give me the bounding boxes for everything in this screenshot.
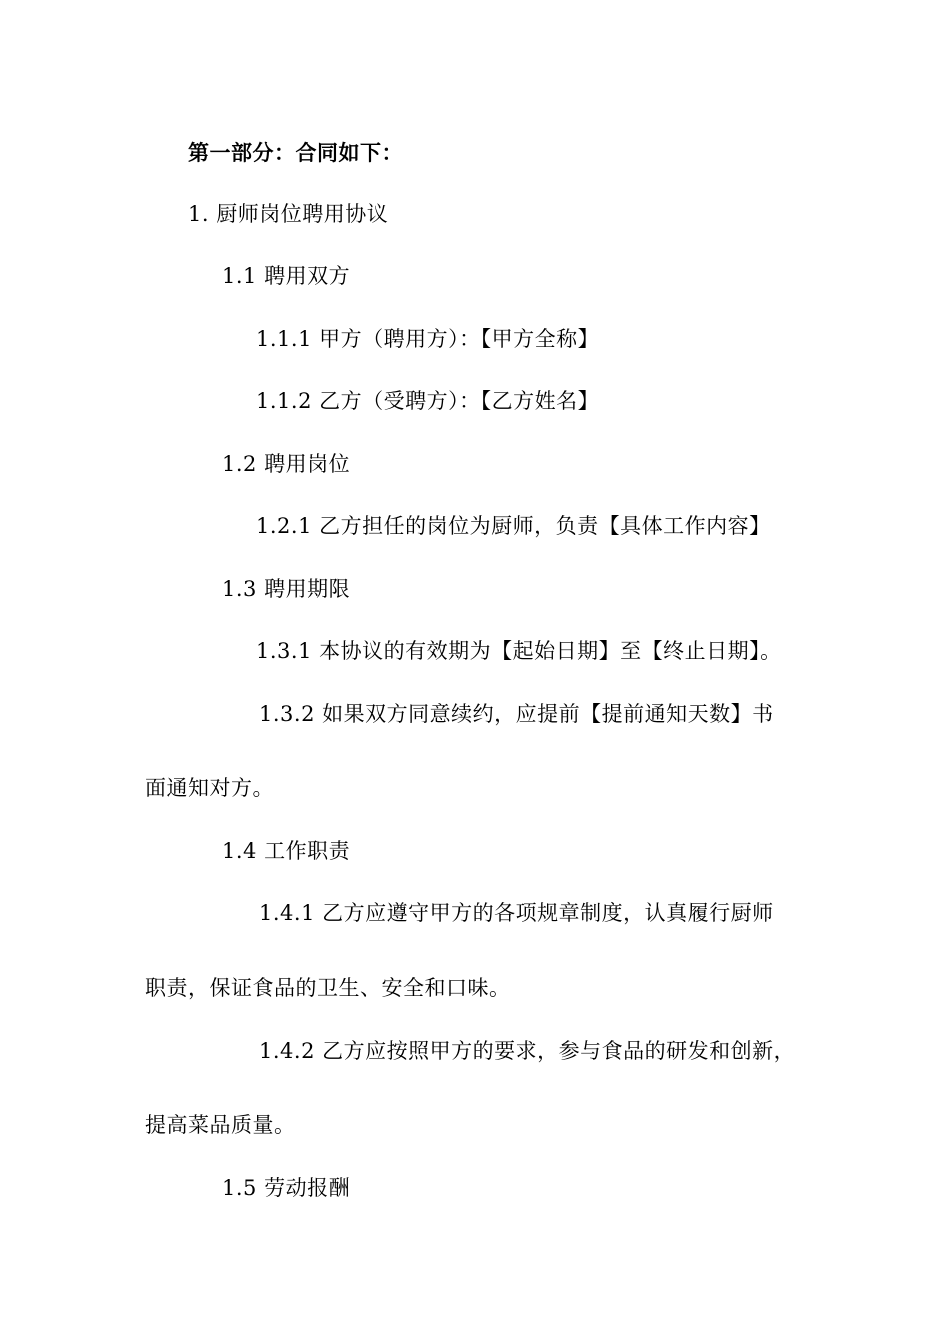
clause-1-3-1: 1.3.1 本协议的有效期为【起始日期】至【终止日期】。 [256,639,782,663]
clause-1-2-1: 1.2.1 乙方担任的岗位为厨师，负责【具体工作内容】 [256,514,771,538]
section-1-4-title: 1.4 工作职责 [222,839,351,863]
clause-1-4-2: 1.4.2 乙方应按照甲方的要求，参与食品的研发和创新， [259,1039,796,1063]
clause-1-1-2: 1.1.2 乙方（受聘方）：【乙方姓名】 [256,389,600,413]
clause-1-4-1-continued: 职责，保证食品的卫生、安全和口味。 [145,976,511,1000]
clause-1-1-1: 1.1.1 甲方（聘用方）：【甲方全称】 [256,327,600,351]
section-1-1-title: 1.1 聘用双方 [222,264,351,288]
clause-1-3-2-continued: 面通知对方。 [145,776,274,800]
section-1-2-title: 1.2 聘用岗位 [222,452,351,476]
clause-1-4-2-continued: 提高菜品质量。 [145,1113,296,1137]
clause-1-4-1: 1.4.1 乙方应遵守甲方的各项规章制度，认真履行厨师 [259,901,774,925]
section-1-3-title: 1.3 聘用期限 [222,577,351,601]
section-1-title: 1. 厨师岗位聘用协议 [188,202,389,226]
section-1-5-title: 1.5 劳动报酬 [222,1176,351,1200]
clause-1-3-2: 1.3.2 如果双方同意续约，应提前【提前通知天数】书 [259,702,774,726]
part-heading: 第一部分：合同如下： [188,140,403,165]
